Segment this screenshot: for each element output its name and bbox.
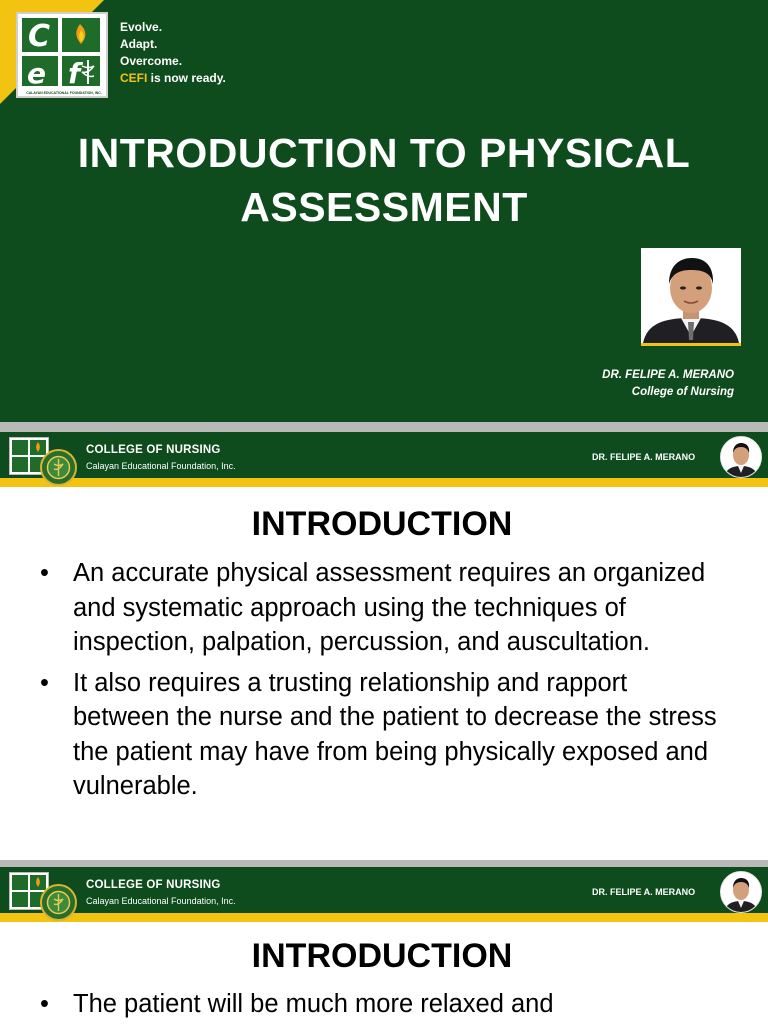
- bullet-list: [40, 556, 730, 810]
- slide-header: [0, 432, 768, 487]
- tagline-line: Adapt.: [120, 37, 158, 51]
- svg-text:f: f: [68, 57, 81, 90]
- slide-header: [0, 867, 768, 922]
- tagline-brand: CEFI: [120, 71, 148, 85]
- bullet-icon: •: [40, 668, 49, 697]
- slide-title: INTRODUCTION: [251, 505, 513, 543]
- tagline-ready: [120, 70, 226, 87]
- header-foundation: Calayan Educational Foundation, Inc.: [86, 461, 236, 471]
- bullet-list: [40, 987, 730, 1024]
- svg-text:C: C: [28, 19, 51, 54]
- bullet-text: It also requires a trusting relationship and rapport between the nurse and the patient to decrease the stress the patient may have from being physically exposed and vulnerable.: [73, 668, 717, 800]
- author-department: College of Nursing: [631, 386, 734, 398]
- bullet-icon: •: [40, 559, 49, 587]
- list-item: [40, 666, 730, 804]
- list-item: [40, 987, 730, 1022]
- svg-text:e: e: [27, 57, 46, 90]
- content-slide: [0, 432, 768, 860]
- author-photo: [641, 248, 741, 346]
- logo-caption: CALAYAN EDUCATIONAL FOUNDATION, INC.: [26, 91, 102, 95]
- tagline-suffix: is now ready.: [147, 71, 226, 85]
- title-line-2: ASSESSMENT: [240, 184, 528, 230]
- cefi-logo: [16, 12, 108, 98]
- header-college: COLLEGE OF NURSING: [86, 879, 221, 891]
- college-seal-icon: [40, 884, 77, 921]
- bullet-text: The patient will be much more relaxed and: [73, 990, 554, 1018]
- author-block: [602, 367, 734, 401]
- header-college: COLLEGE OF NURSING: [86, 444, 221, 456]
- bullet-text: An accurate physical assessment requires an organized and systematic approach using the techniques of inspection, palpation, percussion, and auscultation.: [73, 559, 706, 656]
- header-foundation: Calayan Educational Foundation, Inc.: [86, 896, 236, 906]
- author-name: DR. FELIPE A. MERANO: [602, 369, 734, 381]
- title-slide: [0, 0, 768, 422]
- tagline-line: Evolve.: [120, 20, 163, 34]
- header-author: DR. FELIPE A. MERANO: [592, 452, 696, 462]
- author-avatar: [720, 436, 762, 478]
- header-author: DR. FELIPE A. MERANO: [592, 887, 696, 897]
- tagline: [120, 19, 226, 87]
- author-avatar: [720, 871, 762, 913]
- content-slide: [0, 867, 768, 1024]
- presentation-title: [0, 126, 768, 234]
- college-seal-icon: [40, 449, 77, 486]
- title-line-1: INTRODUCTION TO PHYSICAL: [77, 130, 691, 176]
- list-item: [40, 556, 730, 660]
- bullet-icon: •: [40, 990, 49, 1018]
- slide-title: INTRODUCTION: [251, 937, 513, 975]
- tagline-line: Overcome.: [120, 54, 183, 68]
